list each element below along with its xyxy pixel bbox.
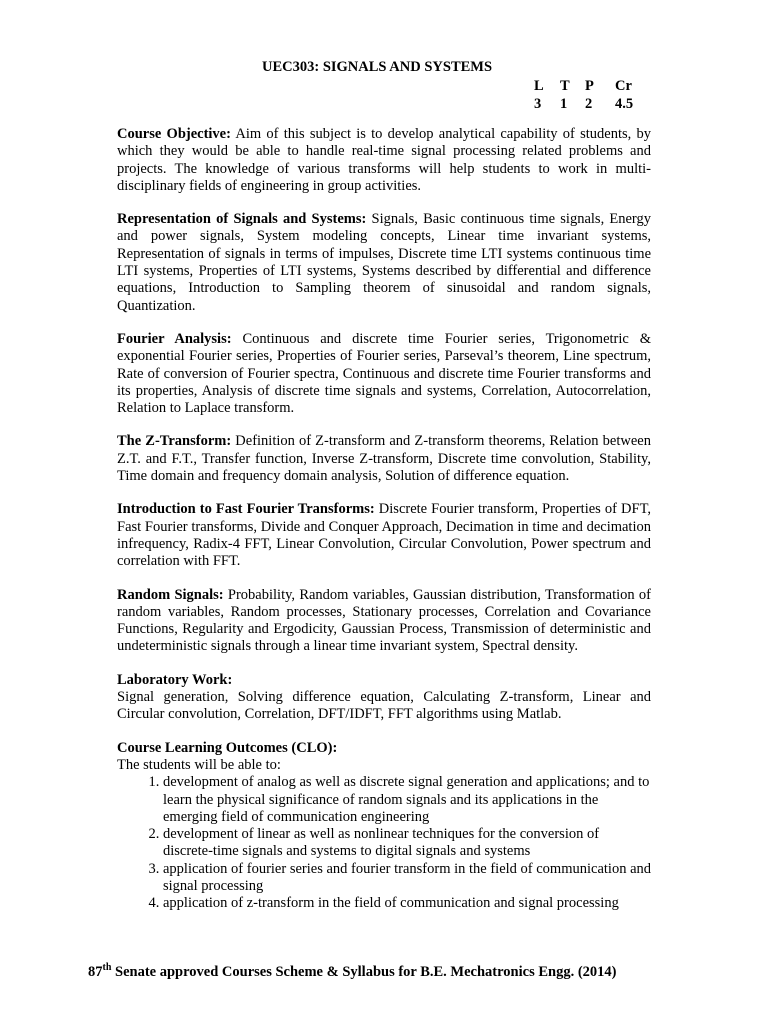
credit-value-cr: 4.5 [615, 96, 634, 112]
course-title: UEC303: SIGNALS AND SYSTEMS [262, 59, 493, 75]
lab-text: Signal generation, Solving difference equation, Calculating Z-transform, Linear and Circular convolution, Correlation, DFT/IDFT, FFT algorithms using Matlab. [117, 689, 651, 723]
section-text: Discrete Fourier transform, Properties of DFT, Fast Fourier transforms, Divide and Conquer Approach, Decimation in time and decimation infrequency, Radix-4 FFT, Linear Convolution, Circular Convolution, Power spectrum and correlation with FFT. [117, 501, 651, 570]
section-z-transform [117, 433, 651, 485]
section-representation [117, 211, 651, 315]
clo-list [117, 774, 651, 912]
section-fft [117, 501, 651, 570]
credit-header-p: P [585, 78, 594, 94]
section-heading: Random Signals: [117, 586, 224, 603]
section-heading: Introduction to Fast Fourier Transforms: [117, 501, 375, 518]
credit-value-t: 1 [560, 96, 568, 112]
section-heading: Fourier Analysis: [117, 330, 232, 347]
section-laboratory [117, 672, 651, 724]
section-heading: The Z-Transform: [117, 433, 232, 450]
credit-header-l: L [534, 78, 544, 94]
credit-value-l: 3 [534, 96, 542, 112]
credit-header-t: T [560, 78, 570, 94]
section-random-signals [117, 587, 651, 656]
credit-headers [534, 77, 655, 95]
section-fourier-analysis [117, 331, 651, 417]
section-text: Probability, Random variables, Gaussian distribution, Transformation of random variables, Random processes, Stationary processes, Correlation and Covariance Functions, Regularity and Ergodicity, Gaussian Process, Transmission of deterministic and undeterministic signals through a linear time invariant system, Spectral density. [117, 586, 651, 655]
section-heading: Course Objective: [117, 126, 231, 142]
credit-value-p: 2 [585, 96, 593, 112]
section-text: Definition of Z-transform and Z-transform theorems, Relation between Z.T. and F.T., Transfer function, Inverse Z-transform, Discrete time convolution, Stability, Time domain and frequency domain analysis, Solution of difference equation. [117, 433, 651, 485]
lab-heading: Laboratory Work: [117, 671, 233, 688]
page-footer [88, 964, 688, 981]
section-text: Continuous and discrete time Fourier series, Trigonometric & exponential Fourier series, Properties of Fourier series, Parseval’s theorem, Line spectrum, Rate of conversion of Fourier spectra, Continuous and discrete time Fourier transforms and its properties, Analysis of discrete time signals and systems, Correlation, Autocorrelation, Relation to Laplace transform. [117, 330, 652, 417]
section-heading: Representation of Signals and Systems: [117, 211, 367, 228]
clo-item: 4. application of z-transform in the field of communication and signal processing [163, 895, 651, 912]
footer-sup: th [102, 962, 112, 974]
credit-table [534, 77, 655, 113]
syllabus-body [117, 126, 651, 913]
section-text: Aim of this subject is to develop analytical capability of students, by which they would be able to handle real-time signal processing related problems and projects. The knowledge of various transforms will help students to work in multi-disciplinary fields of engineering in group activities. [117, 126, 651, 194]
clo-item: 1. development of analog as well as discrete signal generation and applications; and to learn the physical significance of random signals and its applications in the emerging field of communication engineering [163, 774, 651, 826]
clo-intro: The students will be able to: [117, 756, 281, 773]
clo-item: 2. development of linear as well as nonlinear techniques for the conversion of discrete-time signals and systems to digital signals and systems [163, 826, 651, 861]
section-text: Signals, Basic continuous time signals, Energy and power signals, System modeling concepts, Linear time invariant systems, Representation of signals in terms of impulses, Discrete time LTI systems continuous time LTI systems, Properties of LTI systems, Systems described by differential and difference equations, Introduction to Sampling theorem of sinusoidal and random signals, Quantization. [117, 211, 652, 314]
footer-number: 87 [88, 964, 103, 980]
credit-header-cr: Cr [615, 78, 632, 94]
clo-item: 3. application of fourier series and fourier transform in the field of communication and signal processing [163, 861, 651, 896]
clo-heading: Course Learning Outcomes (CLO): [117, 739, 338, 756]
section-clo [117, 740, 651, 913]
footer-text: Senate approved Courses Scheme & Syllabus for B.E. Mechatronics Engg. (2014) [111, 964, 617, 980]
section-course-objective [117, 126, 651, 195]
credit-values [534, 95, 655, 113]
